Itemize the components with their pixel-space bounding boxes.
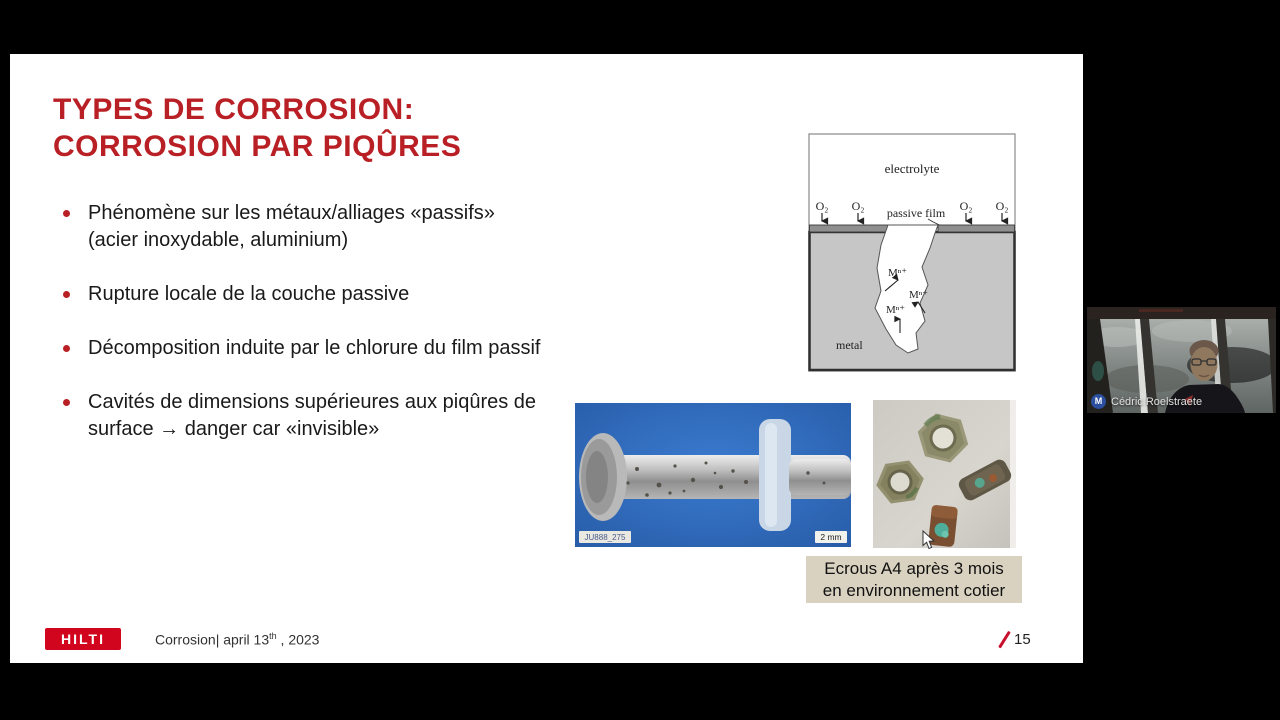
passive-film-left (810, 225, 888, 232)
o2-label: O₂ (959, 199, 973, 213)
bullet-text-3: Décomposition induite par le chlorure du film passif (88, 337, 541, 359)
bullet-item-4 (53, 389, 545, 443)
page-number: 15 (1014, 631, 1031, 648)
corroded-nuts-photo (873, 400, 1016, 548)
mouse-cursor-icon (922, 530, 936, 550)
metal-label: metal (836, 338, 863, 352)
footer-date-post: , 2023 (276, 631, 320, 648)
nuts-caption-line2: en environnement cotier (822, 581, 1006, 600)
presentation-slide (10, 54, 1083, 663)
pitting-corrosion-diagram (808, 133, 1016, 372)
slide-title-line1: TYPES DE CORROSION: (53, 93, 415, 126)
bullet-item-3 (53, 335, 545, 362)
participant-name: Cédric Roelstraete (1111, 395, 1203, 408)
bullet-dot-icon (63, 345, 70, 352)
bullet-text-4: Cavités de dimensions supérieures aux piqûres de surface → danger car «invisible» (88, 391, 537, 440)
hilti-logo: HILTI (45, 628, 121, 650)
metal-ion-label: Mⁿ⁺ (909, 289, 929, 301)
bolt-tip (789, 459, 851, 495)
bullet-dot-icon (63, 399, 70, 406)
photo-id-tag (579, 531, 631, 543)
slide-title-line2: CORROSION PAR PIQÛRES (53, 130, 462, 163)
bullet-list (53, 200, 545, 470)
footer-date-pre: Corrosion| april 13 (155, 631, 270, 648)
webcam-tile[interactable] (1087, 307, 1276, 413)
metal-ion-label: Mⁿ⁺ (888, 267, 908, 279)
bullet-dot-icon (63, 210, 70, 217)
bullet-item-1 (53, 200, 545, 254)
corroded-bolt-photo (575, 403, 851, 547)
bullet-text-1: Phénomène sur les métaux/alliages «passifs» (acier inoxydable, aluminium) (88, 202, 495, 251)
scale-bar-text: 2 mm (820, 532, 842, 542)
o2-label: O₂ (851, 199, 865, 213)
footer-date-sup: th (269, 631, 277, 641)
metal-ion-label: Mⁿ⁺ (886, 304, 906, 316)
o2-label: O₂ (815, 199, 829, 213)
slide-title (53, 91, 461, 165)
participant-name-tag (1091, 394, 1202, 409)
footer-date (155, 631, 319, 648)
passive-film-label: passive film (886, 206, 946, 220)
bullet-dot-icon (63, 291, 70, 298)
nuts-caption (806, 556, 1022, 603)
ceiling-light (1139, 309, 1183, 312)
electrolyte-label: electrolyte (884, 161, 940, 176)
ceiling (1087, 307, 1276, 319)
scale-bar-tag (815, 531, 847, 543)
bullet-text-2: Rupture locale de la couche passive (88, 283, 410, 305)
nuts-caption-line1: Ecrous A4 après 3 mois (824, 559, 1004, 578)
bullet-item-2 (53, 281, 545, 308)
photo-id-text: JU888_275 (584, 533, 626, 542)
page-slash-icon (998, 631, 1010, 648)
plant (1092, 361, 1104, 381)
passive-film-right (938, 225, 1015, 232)
washer-highlight (765, 423, 777, 527)
o2-label: O₂ (995, 199, 1009, 213)
participant-avatar: M (1091, 394, 1106, 409)
bolt-head-center (586, 451, 608, 503)
